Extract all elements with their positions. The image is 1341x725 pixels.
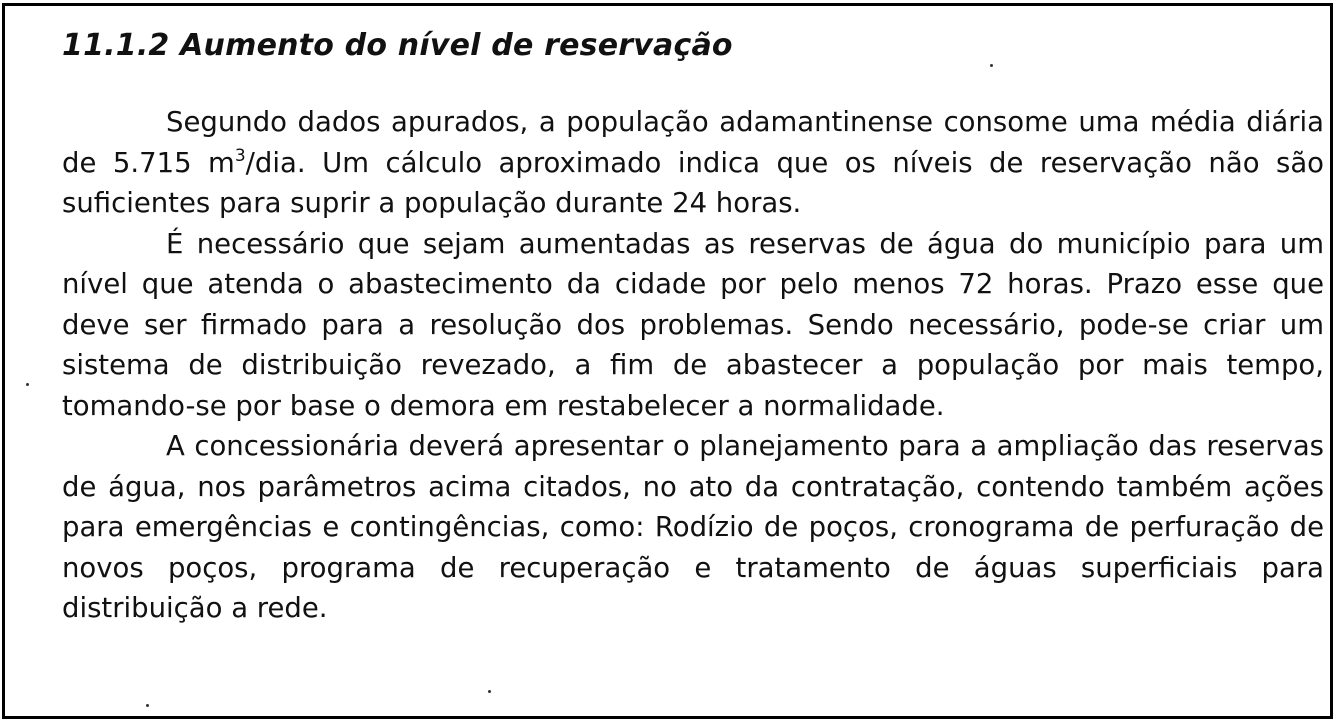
paragraph-consumption-text-start: Segundo dados apurados, a população adamantinense consome uma média diária de 5.715 m xyxy=(62,106,1324,179)
paragraph-concessionaire-planning: A concessionária deverá apresentar o planejamento para a ampliação das reservas de água, nos parâmetros acima citados, no ato da contratação, contendo também ações para emergências e contingências, como: Rodízio de poços, cronograma de perfuração de novos poços, programa de recuperação e tratamento de águas superficiais para distribuição a rede. xyxy=(62,430,1324,624)
document-body xyxy=(62,24,1324,629)
paragraph-consumption-text-end: /dia. Um cálculo aproximado indica que os níveis de reservação não são suficientes para suprir a população durante 24 horas. xyxy=(62,146,1324,219)
scan-speck xyxy=(26,383,29,386)
section-heading: 11.1.2 Aumento do nível de reservação xyxy=(62,28,733,63)
scan-speck xyxy=(990,64,993,67)
paragraph-consumption xyxy=(62,102,1324,224)
document-frame xyxy=(2,3,1333,719)
scan-speck xyxy=(488,690,491,693)
paragraph-reserves-increase: É necessário que sejam aumentadas as reservas de água do município para um nível que atenda o abastecimento da cidade por pelo menos 72 horas. Prazo esse que deve ser firmado para a resolução dos problemas. Sendo necessário, pode-se criar um sistema de distribuição revezado, a fim de abastecer a população por mais tempo, tomando-se por base o demora em restabelecer a normalidade. xyxy=(62,227,1324,422)
superscript-exponent: 3 xyxy=(234,145,246,166)
scan-speck xyxy=(146,704,149,707)
